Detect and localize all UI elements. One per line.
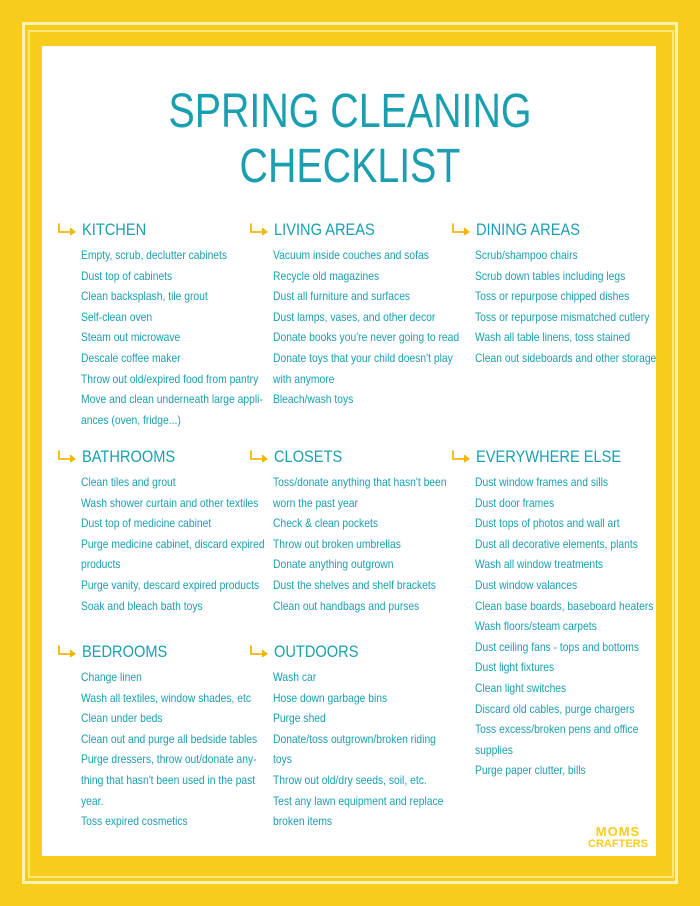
moms-crafters-logo xyxy=(578,826,658,850)
checklist-line-text: Clean base boards, baseboard heaters xyxy=(475,598,654,613)
checklist-line-text: Dust window valances xyxy=(475,577,578,592)
section-dining-areas xyxy=(451,219,686,369)
checklist-line-text: Dust all furniture and surfaces xyxy=(273,289,411,304)
checklist-line-text: Move and clean underneath large appli- xyxy=(81,392,263,407)
checklist-line-text: broken items xyxy=(273,814,333,829)
checklist-line-text: Wash all table linens, toss stained xyxy=(475,330,631,345)
checklist-line-text: Clean out and purge all bedside tables xyxy=(81,731,258,746)
checklist-line-text: Donate anything outgrown xyxy=(273,557,394,572)
checklist-line-text: Dust lamps, vases, and other decor xyxy=(273,309,436,324)
section-header xyxy=(249,446,475,468)
checklist-line-text: Dust light fixtures xyxy=(475,660,555,675)
checklist-line-text: Scrub/shampoo chairs xyxy=(475,248,578,262)
checklist-line xyxy=(273,575,475,596)
checklist-line xyxy=(475,307,686,328)
checklist-line xyxy=(475,266,686,287)
checklist-line xyxy=(475,493,682,514)
checklist-line xyxy=(475,657,682,678)
checklist-line-text: Discard old cables, purge chargers xyxy=(475,701,635,716)
logo-line-1: MOMS xyxy=(595,824,641,839)
checklist-line xyxy=(273,729,471,750)
checklist-line-text: Clean out sideboards and other storage xyxy=(475,350,657,365)
arrow-icon xyxy=(57,223,79,237)
checklist-line-text: Wash car xyxy=(273,670,317,684)
checklist-line-text: Check & clean pockets xyxy=(273,516,378,531)
section-title: DINING AREAS xyxy=(476,220,580,239)
checklist-line-text: Dust the shelves and shelf brackets xyxy=(273,577,436,592)
checklist-line-text: Donate toys that your child doesn't play xyxy=(273,350,453,365)
checklist-line-text: Scrub down tables including legs xyxy=(475,268,626,283)
checklist-line-text: Clean out handbags and purses xyxy=(273,598,420,613)
checklist-line-text: thing that hasn't been used in the past xyxy=(81,772,256,787)
checklist-line xyxy=(475,760,682,781)
checklist-line-text: Hose down garbage bins xyxy=(273,690,388,705)
checklist-line-text: Dust ceiling fans - tops and bottoms xyxy=(475,639,640,654)
checklist-line-text: Donate books you're never going to read xyxy=(273,330,460,345)
checklist-line-text: Change linen xyxy=(81,670,142,684)
checklist-line xyxy=(475,616,682,637)
arrow-icon xyxy=(451,223,473,237)
checklist-line-text: year. xyxy=(81,793,104,808)
checklist-line-text: Vacuum inside couches and sofas xyxy=(273,248,429,262)
checklist-line xyxy=(273,554,475,575)
checklist-line xyxy=(273,770,471,791)
checklist-line xyxy=(273,369,489,390)
checklist-line xyxy=(475,245,686,266)
checklist-line-text: Clean tiles and grout xyxy=(81,475,176,489)
checklist-line xyxy=(273,811,471,832)
checklist-line-text: Steam out microwave xyxy=(81,330,181,345)
checklist-line xyxy=(475,637,682,658)
checklist-line xyxy=(475,513,682,534)
checklist-items xyxy=(451,245,686,369)
section-header xyxy=(451,446,682,468)
checklist-line-text: Soak and bleach bath toys xyxy=(81,598,203,613)
checklist-line xyxy=(273,493,475,514)
checklist-line-text: supplies xyxy=(475,742,513,757)
section-title: BEDROOMS xyxy=(82,642,168,661)
section-title: OUTDOORS xyxy=(274,642,359,661)
checklist-line xyxy=(273,791,471,812)
checklist-line xyxy=(475,472,682,493)
checklist-line-text: Wash floors/steam carpets xyxy=(475,619,597,634)
checklist-line xyxy=(475,554,682,575)
page-title: SPRING CLEANING CHECKLIST xyxy=(168,85,532,193)
checklist-line xyxy=(475,596,682,617)
checklist-line-text: Throw out old/expired food from pantry xyxy=(81,371,259,386)
checklist-line-text: Descale coffee maker xyxy=(81,350,181,365)
checklist-line-text: Dust top of medicine cabinet xyxy=(81,516,212,531)
checklist-line-text: Dust window frames and sills xyxy=(475,475,609,489)
checklist-line-text: Clean light switches xyxy=(475,680,567,695)
arrow-icon xyxy=(451,450,473,464)
checklist-line-text: Toss or repurpose mismatched cutlery xyxy=(475,309,650,324)
checklist-line xyxy=(475,534,682,555)
checklist-line-text: Dust tops of photos and wall art xyxy=(475,516,620,531)
checklist-line-text: Purge medicine cabinet, discard expired xyxy=(81,536,265,551)
checklist-line-text: Toss or repurpose chipped dishes xyxy=(475,289,630,304)
checklist-line-text: Clean backsplash, tile grout xyxy=(81,289,208,304)
checklist-line xyxy=(273,667,471,688)
checklist-line-text: Self-clean oven xyxy=(81,309,153,324)
checklist-line xyxy=(273,708,471,729)
section-title: LIVING AREAS xyxy=(274,220,375,239)
checklist-line xyxy=(273,472,475,493)
arrow-icon xyxy=(249,223,271,237)
checklist-line-text: Toss excess/broken pens and office xyxy=(475,722,639,737)
checklist-line-text: Donate/toss outgrown/broken riding xyxy=(273,731,436,746)
arrow-icon xyxy=(249,645,271,659)
section-header xyxy=(451,219,686,241)
checklist-line-text: Bleach/wash toys xyxy=(273,392,354,407)
section-title: KITCHEN xyxy=(82,220,147,239)
checklist-line-text: Wash all window treatments xyxy=(475,557,604,572)
checklist-line xyxy=(475,740,682,761)
checklist-line xyxy=(273,749,471,770)
checklist-line xyxy=(475,286,686,307)
checklist-line-text: Dust door frames xyxy=(475,495,555,510)
arrow-icon xyxy=(57,450,79,464)
checklist-line-text: Purge vanity, descard expired products xyxy=(81,577,260,592)
checklist-line xyxy=(273,534,475,555)
checklist-line-text: toys xyxy=(273,752,292,767)
checklist-line-text: Recycle old magazines xyxy=(273,268,380,283)
checklist-line xyxy=(475,678,682,699)
checklist-line xyxy=(475,699,682,720)
section-header xyxy=(249,641,471,663)
checklist-items xyxy=(249,472,475,616)
checklist-line xyxy=(475,327,686,348)
checklist-items xyxy=(249,667,471,832)
checklist-items xyxy=(451,472,682,781)
checklist-line-text: worn the past year xyxy=(273,495,358,510)
checklist-line-text: Wash shower curtain and other textiles xyxy=(81,495,259,510)
section-title: CLOSETS xyxy=(274,447,343,466)
checklist-line-text: Purge shed xyxy=(273,711,326,726)
arrow-icon xyxy=(57,645,79,659)
checklist-line-text: Toss/donate anything that hasn't been xyxy=(273,475,447,489)
checklist-line xyxy=(475,575,682,596)
logo-line-2: CRAFTERS xyxy=(588,838,648,850)
checklist-line-text: Test any lawn equipment and replace xyxy=(273,793,444,808)
section-outdoors xyxy=(249,641,471,832)
checklist-line-text: Throw out broken umbrellas xyxy=(273,536,401,551)
checklist-line-text: products xyxy=(81,557,121,572)
checklist-line xyxy=(273,513,475,534)
checklist-line xyxy=(273,389,489,410)
section-title: BATHROOMS xyxy=(82,447,176,466)
checklist-line-text: Dust all decorative elements, plants xyxy=(475,536,638,551)
checklist-line xyxy=(273,688,471,709)
checklist-line-text: Empty, scrub, declutter cabinets xyxy=(81,248,228,262)
arrow-icon xyxy=(249,450,271,464)
section-title: EVERYWHERE ELSE xyxy=(476,447,622,466)
checklist-line-text: Toss expired cosmetics xyxy=(81,814,188,829)
checklist-line-text: Clean under beds xyxy=(81,711,163,726)
checklist-line-text: Wash all textiles, window shades, etc xyxy=(81,690,251,705)
section-closets xyxy=(249,446,475,616)
checklist-line xyxy=(475,719,682,740)
checklist-line-text: Throw out old/dry seeds, soil, etc. xyxy=(273,772,427,787)
checklist-line-text: Purge paper clutter, bills xyxy=(475,763,586,778)
checklist-line xyxy=(273,596,475,617)
section-everywhere-else xyxy=(451,446,682,781)
checklist-line-text: Purge dressers, throw out/donate any- xyxy=(81,752,257,767)
checklist-line xyxy=(475,348,686,369)
checklist-line-text: Dust top of cabinets xyxy=(81,268,173,283)
checklist-line-text: with anymore xyxy=(273,371,335,386)
checklist-line xyxy=(81,410,292,431)
checklist-line-text: ances (oven, fridge...) xyxy=(81,412,181,427)
